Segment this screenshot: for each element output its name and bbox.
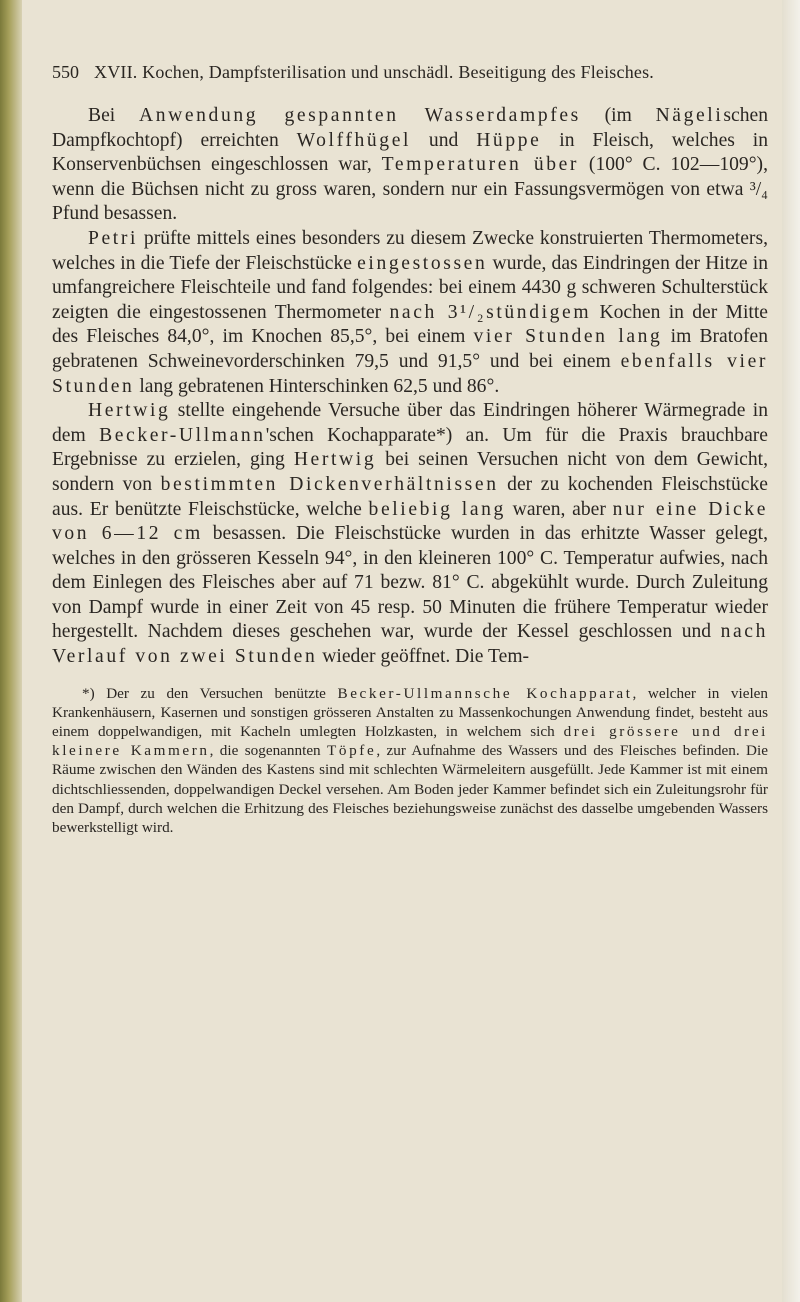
text: bei seinen Versuchen nicht von dem Gewicht, sondern von <box>52 449 768 495</box>
emphasis: Nägeli <box>655 105 724 126</box>
emphasis: ebenfalls vier Stunden <box>52 350 768 397</box>
emphasis: nur eine Dicke von 6—12 cm <box>52 498 768 545</box>
emphasis: vier Stunden lang <box>473 326 663 348</box>
text: in Fleisch, welches in Konservenbüchsen eingeschlossen war, <box>52 129 768 176</box>
text: , zur Aufnahme des Wassers und des Fleisches befinden. Die Räume zwischen den Wänden des Kastens sind mit schlechten Wärmeleitern ausgefüllt. Jede Kammer ist mit einem dichtschliessenden, doppelwandigen Deckel versehen. Am Boden jeder Kammer befindet sich ein Zuleitungsrohr für den Dampf, durch welchen die Erhitzung des Fleisches beziehungsweise zunächst des dasselbe umgebenden Wassers bewerkstelligt wird. <box>52 742 768 837</box>
text: der zu kochenden Fleischstücke aus. Er benützte Fleischstücke, welche <box>52 473 768 520</box>
book-page <box>52 62 768 837</box>
text: (100° C. 102—109°), wenn die Büchsen nicht zu gross waren, sondern nur ein Fassungsvermögen von etwa ³/₄ Pfund besassen. <box>52 154 768 225</box>
text: waren, aber <box>505 498 613 520</box>
emphasis: Becker-Ullmann <box>99 424 266 446</box>
paragraph-steam-pressure <box>52 104 768 227</box>
emphasis: Töpfe <box>327 742 377 760</box>
running-head <box>52 62 768 94</box>
text: wieder geöffnet. Die Tem- <box>317 646 530 668</box>
emphasis: Temperaturen über <box>381 154 580 176</box>
emphasis: nach 3¹/₂stündigem <box>389 301 592 323</box>
text: Bei <box>88 105 139 126</box>
emphasis: Becker-Ullmannsche Kochapparat <box>337 684 633 702</box>
emphasis: Hertwig <box>88 400 171 422</box>
text: prüfte mittels eines besonders zu diesem Zwecke konstruierten Thermometers, welches in die Tiefe der Fleischstücke <box>52 227 768 274</box>
emphasis: Wolffhügel <box>296 129 412 151</box>
text: stellte eingehende Versuche über das Eindringen höherer Wärmegrade in dem <box>52 400 768 446</box>
book-binding-edge <box>0 0 22 1302</box>
emphasis: drei grössere und drei kleinere Kammern <box>52 723 768 760</box>
main-text <box>52 104 768 670</box>
text: Kochen in der Mitte des Fleisches 84,0°, im Knochen 85,5°, bei einem <box>52 301 768 348</box>
text: , welcher in vielen Krankenhäusern, Kasernen und sonstigen grösseren Anstalten zu Massenkochungen Anwendung findet, besteht aus einem doppelwandigen, mit Kacheln umlegten Holzkasten, in welchem sich <box>52 684 768 741</box>
text: *) Der zu den Versuchen benützte <box>82 684 338 702</box>
emphasis: Petri <box>88 227 139 249</box>
text: schen Dampfkochtopf) erreichten <box>52 105 769 151</box>
text: wurde, das Eindringen der Hitze in umfangreichere Fleischteile und fand folgendes: bei einem 4430 g schweren Schulterstück zeigten die eingestossenen Thermometer <box>52 252 769 323</box>
text: besassen. Die Fleischstücke wurden in das erhitzte Wasser gelegt, welches in den grösseren Kesseln 94°, in den kleineren 100° C. Temperatur aufwies, nach dem Einlegen des Fleisches aber auf 71 bezw. 81° C. abgekühlt wurde. Durch Zuleitung von Dampf wurde in einer Zeit von 45 resp. 50 Minuten die frühere Temperatur wieder hergestellt. Nachdem dieses geschehen war, wurde der Kessel geschlossen und <box>52 523 768 643</box>
paragraph-hertwig <box>52 399 768 670</box>
text: , die sogenannten <box>209 742 328 760</box>
emphasis: beliebig lang <box>368 498 506 520</box>
emphasis: bestimmten Dickenverhältnissen <box>160 473 499 495</box>
text: (im <box>580 105 656 126</box>
emphasis: nach Verlauf von zwei Stunden <box>52 621 768 668</box>
text: 'schen Kochapparate*) an. Um für die Praxis brauchbare Ergebnisse zu erzielen, ging <box>52 424 768 471</box>
page-edge <box>782 0 800 1302</box>
emphasis: Anwendung gespannten Wasserdampfes <box>138 105 581 126</box>
footnote <box>52 684 768 838</box>
page-number: 550 <box>52 62 79 82</box>
emphasis: eingestossen <box>357 252 488 274</box>
emphasis: Hüppe <box>476 129 542 151</box>
emphasis: Hertwig <box>293 449 377 471</box>
text: im Bratofen gebratenen Schweinevorderschinken 79,5 und 91,5° und bei einem <box>52 326 769 372</box>
chapter-title: XVII. Kochen, Dampfsterilisation und unschädl. Beseitigung des Fleisches. <box>94 62 654 82</box>
text: und <box>411 129 477 151</box>
footnote-text <box>52 684 768 838</box>
paragraph-petri <box>52 227 768 399</box>
text: lang gebratenen Hinterschinken 62,5 und 86°. <box>134 375 500 397</box>
